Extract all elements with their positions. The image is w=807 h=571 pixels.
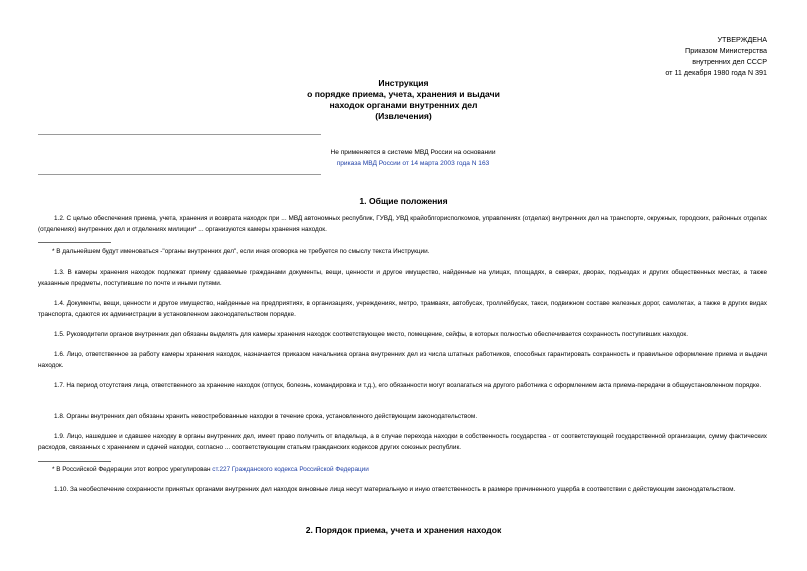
approval-line: УТВЕРЖДЕНА	[717, 35, 767, 44]
footnote-rule	[38, 461, 111, 462]
divider-bottom	[38, 174, 321, 175]
footnote-2-text: * В Российской Федерации этот вопрос урегулирован	[52, 466, 213, 473]
divider-top	[38, 134, 321, 135]
civil-code-link[interactable]: ст.227 Гражданского кодекса Российской Федерации	[212, 466, 369, 473]
notice-link[interactable]: приказа МВД России от 14 марта 2003 года N 163	[336, 160, 490, 167]
section-heading: 1. Общие положения	[359, 196, 448, 206]
paragraph-1-6: 1.6. Лицо, ответственное за работу камеры хранения находок, назначается приказом начальника органа внутренних дел из числа штатных работников, способных гарантировать сохранность и правильное оформление приема и выдачи находок.	[38, 351, 767, 369]
document-title	[0, 78, 807, 122]
paragraph-1-9: 1.9. Лицо, нашедшее и сдавшее находку в органы внутренних дел, имеет право получить от владельца, а в случае перехода находки в собственность государства - от соответствующей государственной организации, сумму фактических расходов, связанных с хранением и сдачей находки, согласно ... соответствующим статьям гражданских кодексов других союзных республик.	[38, 433, 767, 451]
footnote-1: * В дальнейшем будут именоваться -"органы внутренних дел", если иная оговорка не требуется по смыслу текста Инструкции.	[52, 248, 430, 255]
approval-line: внутренних дел СССР	[692, 57, 767, 66]
section-heading: 2. Порядок приема, учета и хранения находок	[305, 525, 502, 535]
paragraph-1-4: 1.4. Документы, вещи, ценности и другое имущество, найденные на предприятиях, в организациях, учреждениях, метро, трамваях, автобусах, троллейбусах, такси, подвижном составе железных дорог, самолетах, а также в других видах транспорта, сдаются их администрации в установленном законодательством порядке.	[38, 300, 767, 318]
paragraph-1-10: 1.10. За необеспечение сохранности принятых органами внутренних дел находок виновные лица несут материальную и иную ответственность в размере причиненного ущерба в соответствии с действующим законодательством.	[54, 486, 736, 493]
approval-line: Приказом Министерства	[685, 46, 767, 55]
status-notice	[210, 147, 616, 169]
notice-text: Не применяется в системе МВД России на основании	[330, 149, 496, 156]
paragraph-1-2: 1.2. С целью обеспечения приема, учета, хранения и возврата находок при ... МВД автономных республик, ГУВД, УВД крайоблгорисполкомов, управлениях (отделах) внутренних дел на транспорте, окружных, городских, районных отделах (отделениях) внутренних дел и отделениях милиции* ... организуются камеры хранения находок.	[38, 215, 767, 233]
title-line: Инструкция	[378, 78, 429, 88]
footnote-2	[52, 464, 767, 475]
title-line: находок органами внутренних дел	[329, 100, 478, 110]
title-line: о порядке приема, учета, хранения и выдачи	[307, 89, 500, 99]
paragraph-1-8: 1.8. Органы внутренних дел обязаны хранить невостребованные находки в течение срока, установленного действующим законодательством.	[54, 413, 478, 420]
paragraph-1-3: 1.3. В камеры хранения находок подлежат приему сдаваемые гражданами документы, вещи, ценности и другое имущество, найденные на улицах, площадях, в скверах, дворах, подъездах и других общественных местах, а также указанные предметы, поступившие по почте и иными путями.	[38, 269, 767, 287]
title-line: (Извлечения)	[375, 111, 432, 121]
footnote-rule	[38, 242, 111, 243]
paragraph-1-5: 1.5. Руководители органов внутренних дел обязаны выделять для камеры хранения находок соответствующее место, помещение, сейфы, в которых полностью обеспечивается сохранность поступивших находок.	[54, 331, 689, 338]
approval-stamp	[547, 34, 767, 78]
paragraph-1-7: 1.7. На период отсутствия лица, ответственного за хранение находок (отпуск, болезнь, командировка и т.д.), его обязанности могут возлагаться на другого работника с оформлением акта приема-передачи в общеустановленном порядке.	[54, 382, 762, 389]
approval-line: от 11 декабря 1980 года N 391	[665, 68, 767, 77]
